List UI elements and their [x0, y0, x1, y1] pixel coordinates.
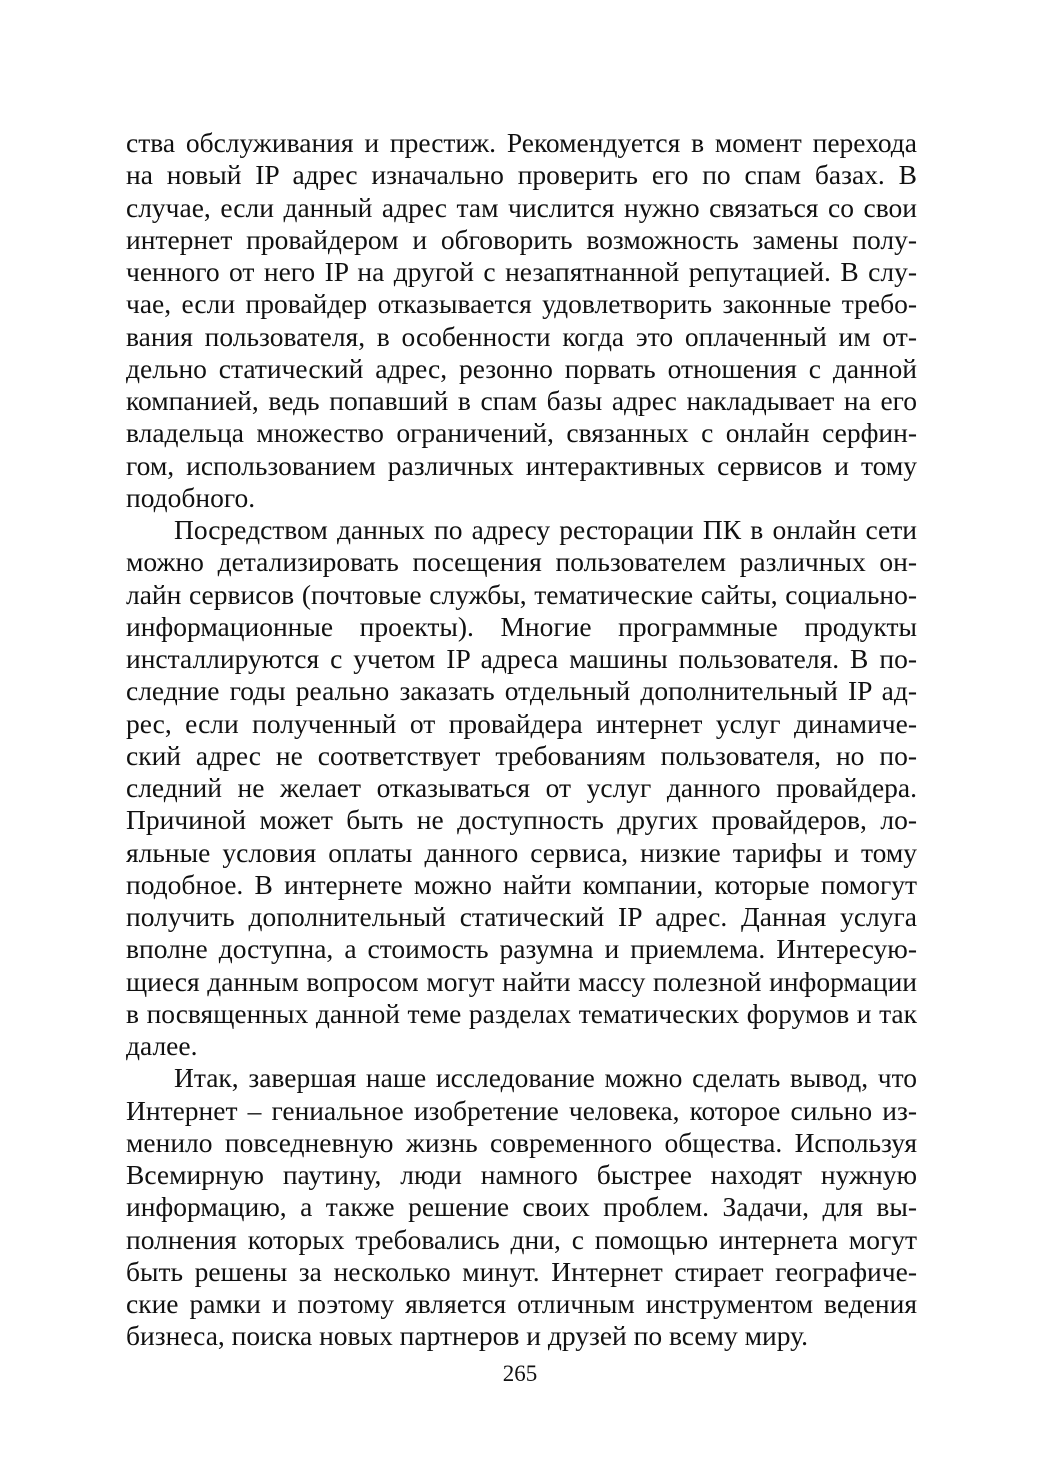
paragraph-continuation: ства обслуживания и престиж. Рекомендуется в момент перехода на новый IP адрес изначально проверить его по спам базах. В случае, если данный адрес там числится нужно связаться со свои интернет провайдером и обговорить возможность замены полученного от него IP на другой с незапятнанной репутацией. В случае, если провайдер отказывается удовлетворить законные требования пользователя, в особенности когда это оплаченный им отдельно статический адрес, резонно порвать отношения с данной компанией, ведь попавший в спам базы адрес накладывает на его владельца множество ограничений, связанных с онлайн серфингом, использованием различных интерактивных сервисов и тому подобного. — [126, 127, 917, 513]
paragraph-conclusion: Итак, завершая наше исследование можно сделать вывод, что Интернет – гениальное изобретение человека, которое сильно изменило повседневную жизнь современного общества. Используя Всемирную паутину, люди намного быстрее находят нужную информацию, а также решение своих проблем. Задачи, для выполнения которых требовались дни, с помощью интернета могут быть решены за несколько минут. Интернет стирает географические рамки и поэтому является отличным инструментом ведения бизнеса, поиска новых партнеров и друзей по всему миру. — [126, 1062, 917, 1352]
page-number: 265 — [502, 1361, 538, 1386]
paragraph-ip-address-details: Посредством данных по адресу ресторации ПК в онлайн сети можно детализировать посещения пользователем различных онлайн сервисов (почтовые службы, тематические сайты, социально-информационные проекты). Многие программные продукты инсталлируются с учетом IP адреса машины пользователя. В последние годы реально заказать отдельный дополнительный IP адрес, если полученный от провайдера интернет услуг динамический адрес не соответствует требованиям пользователя, но последний не желает отказываться от услуг данного провайдера. Причиной может быть не доступность других провайдеров, лояльные условия оплаты данного сервиса, низкие тарифы и тому подобное. В интернете можно найти компании, которые помогут получить дополнительный статический IP адрес. Данная услуга вполне доступна, а стоимость разумна и приемлема. Интересующиеся данным вопросом могут найти массу полезной информации в посвященных данной теме разделах тематических форумов и так далее. — [126, 514, 917, 1061]
page-body — [126, 127, 917, 1353]
